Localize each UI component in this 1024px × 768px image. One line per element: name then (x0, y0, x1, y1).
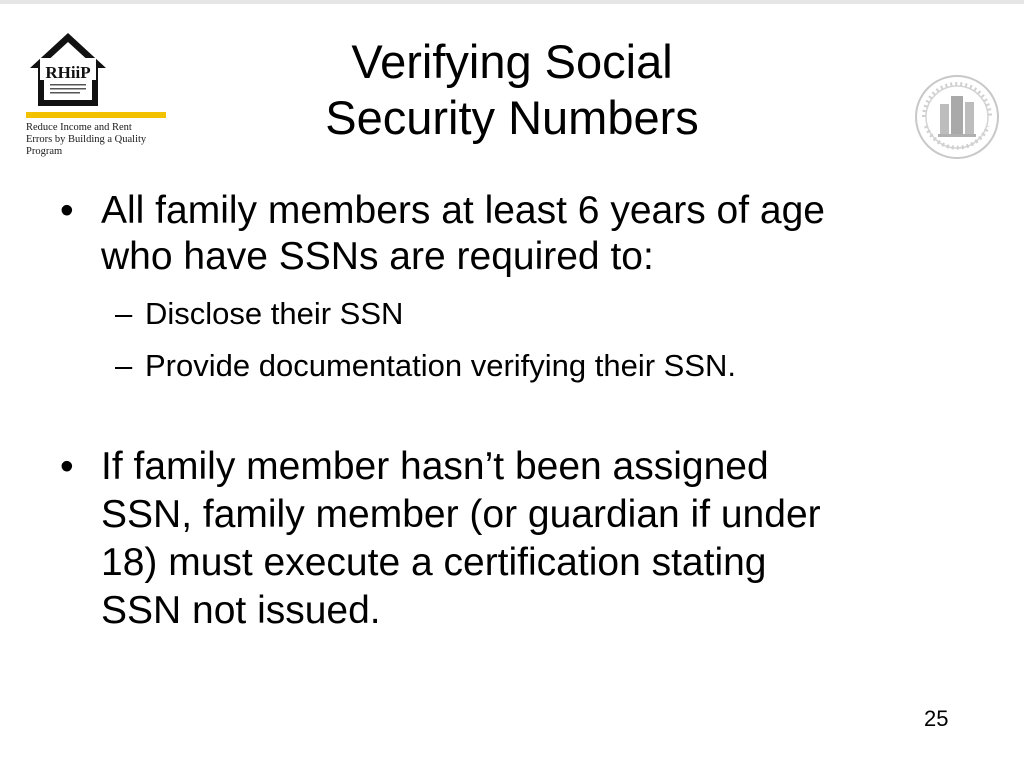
slide-title-line-1: Verifying Social (351, 35, 673, 88)
top-divider (0, 0, 1024, 4)
logo-tagline-line: Errors by Building a Quality (26, 134, 147, 145)
logo-gold-bar (26, 112, 166, 118)
slide-title-line-2: Security Numbers (325, 91, 699, 144)
bullet-marker: • (60, 189, 74, 232)
hud-seal-icon (914, 74, 1000, 160)
sub-bullet-item (115, 296, 403, 332)
slide-title (200, 34, 824, 146)
bullet-text-line: All family members at least 6 years of age (101, 189, 825, 232)
rhiip-logo (22, 30, 172, 170)
sub-bullet-item (115, 348, 736, 384)
bullet-text-line: SSN, family member (or guardian if under (101, 493, 821, 536)
bullet-text-line: 18) must execute a certification stating (101, 541, 767, 584)
bullet-text-line: If family member hasn’t been assigned (101, 445, 769, 488)
bullet-marker: • (60, 445, 74, 488)
sub-bullet-marker: – (115, 296, 133, 331)
page-number: 25 (924, 706, 949, 731)
bullet-text-line: who have SSNs are required to: (101, 235, 654, 278)
logo-tagline (26, 122, 176, 158)
bullet-text-line: SSN not issued. (101, 589, 381, 632)
logo-tagline-line: Program (26, 146, 63, 157)
sub-bullet-marker: – (115, 348, 133, 383)
sub-bullet-text: Disclose their SSN (145, 296, 404, 331)
logo-tagline-line: Reduce Income and Rent (26, 122, 132, 133)
house-logo-icon (26, 30, 110, 112)
logo-badge-text: RHiiP (45, 63, 91, 82)
sub-bullet-text: Provide documentation verifying their SSN. (145, 348, 737, 383)
